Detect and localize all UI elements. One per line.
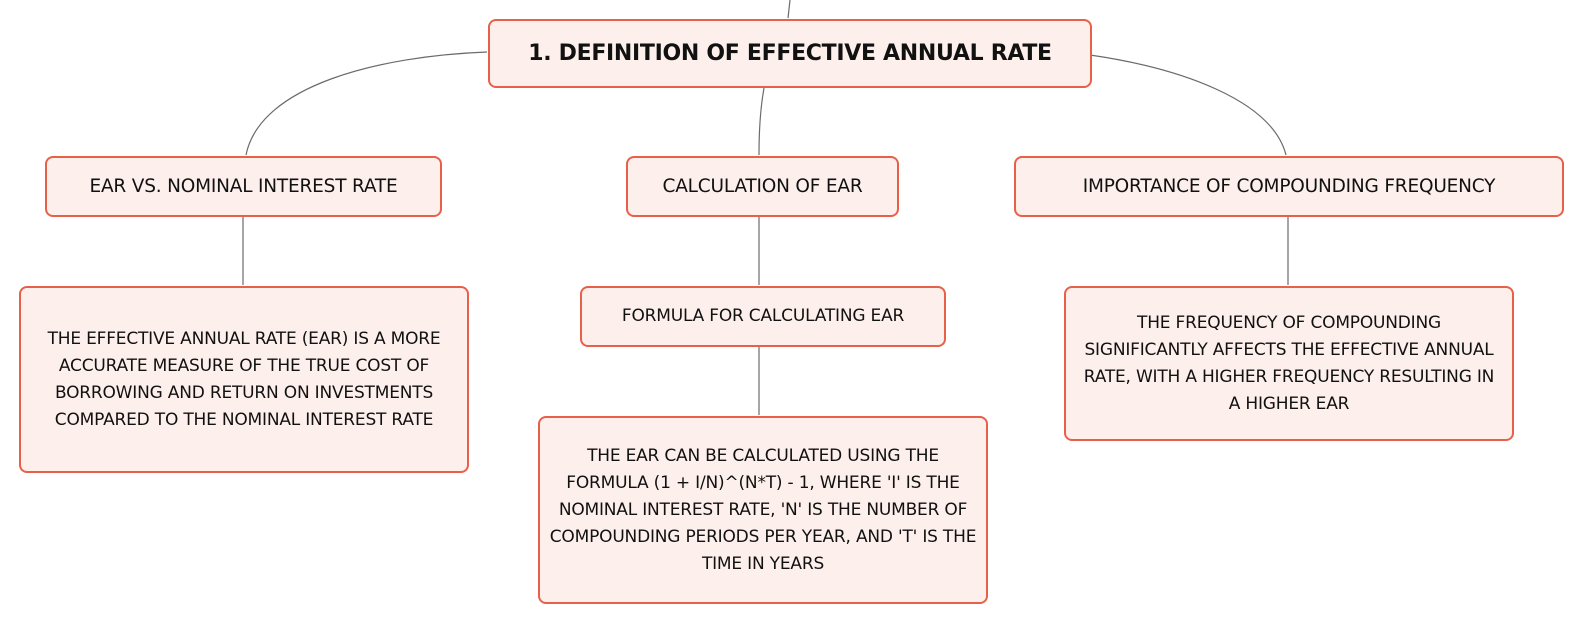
leaf-node-formula-detail[interactable] — [538, 416, 988, 604]
connector-root-to-calculation — [759, 88, 764, 155]
branch-node-label: EAR VS. NOMINAL INTEREST RATE — [89, 176, 398, 197]
branch-node-label: CALCULATION OF EAR — [662, 176, 863, 197]
leaf-node-importance-detail[interactable] — [1064, 286, 1514, 441]
sub-node-formula[interactable] — [580, 286, 946, 347]
leaf-node-label: THE EAR CAN BE CALCULATED USING THE FORMULA (1 + I/N)^(N*T) - 1, WHERE 'I' IS THE NOMINAL INTEREST RATE, 'N' IS THE NUMBER OF COMPOUNDING PERIODS PER YEAR, AND 'T' IS THE TIME IN YEARS — [549, 445, 977, 574]
branch-node-importance[interactable] — [1014, 156, 1564, 217]
sub-node-label: FORMULA FOR CALCULATING EAR — [621, 306, 905, 326]
leaf-node-ear-vs-nominal-detail[interactable] — [19, 286, 469, 473]
root-node-label: 1. DEFINITION OF EFFECTIVE ANNUAL RATE — [528, 41, 1052, 66]
leaf-node-label: THE FREQUENCY OF COMPOUNDING SIGNIFICANTLY AFFECTS THE EFFECTIVE ANNUAL RATE, WITH A HIGHER FREQUENCY RESULTING IN A HIGHER EAR — [1083, 312, 1495, 414]
connector-root-to-importance — [1090, 55, 1286, 155]
connector-root-to-ear-vs-nominal — [246, 52, 487, 155]
root-node[interactable] — [488, 19, 1092, 88]
branch-node-calculation[interactable] — [626, 156, 899, 217]
leaf-node-label: THE EFFECTIVE ANNUAL RATE (EAR) IS A MORE ACCURATE MEASURE OF THE TRUE COST OF BORROWING AND RETURN ON INVESTMENTS COMPARED TO THE NOMINAL INTEREST RATE — [47, 328, 441, 430]
branch-node-ear-vs-nominal[interactable] — [45, 156, 442, 217]
branch-node-label: IMPORTANCE OF COMPOUNDING FREQUENCY — [1082, 176, 1496, 197]
connector-root-incoming — [788, 0, 790, 18]
